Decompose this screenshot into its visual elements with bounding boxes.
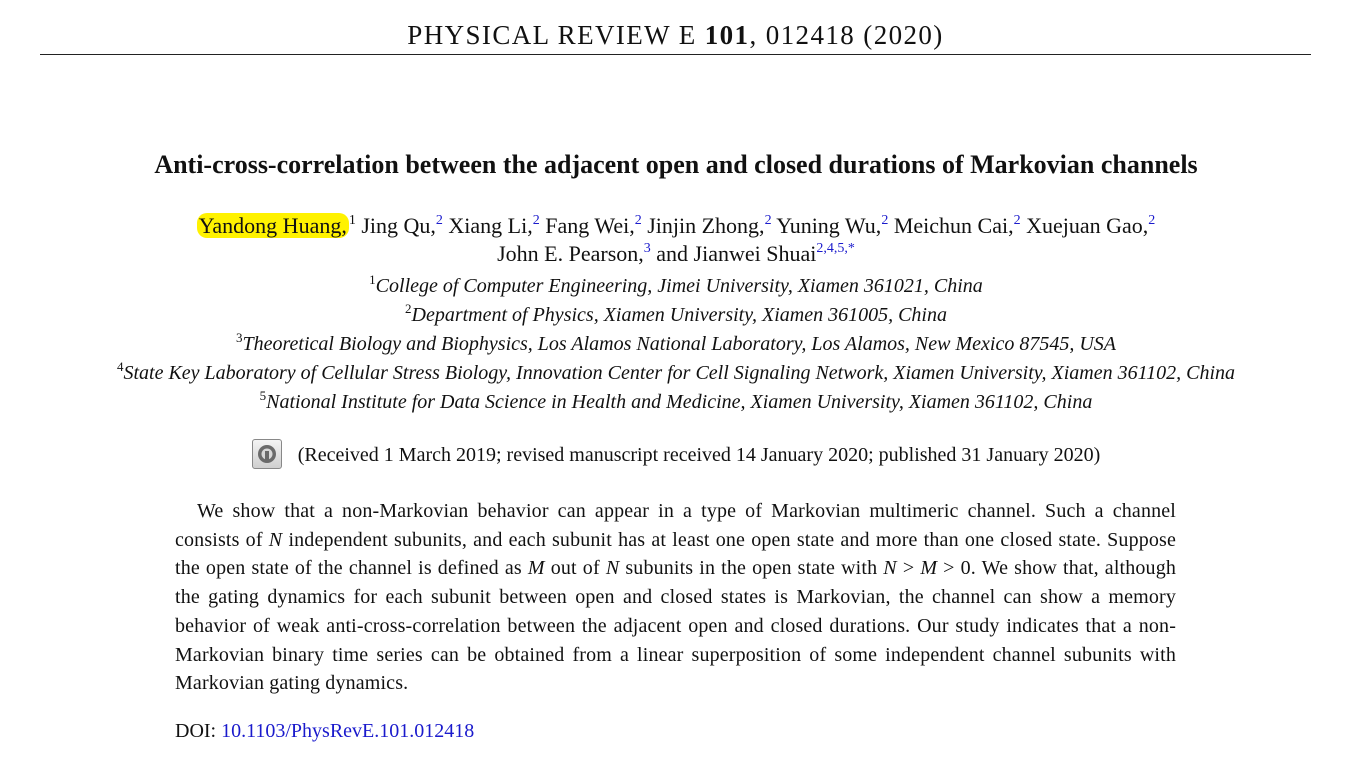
received-dates-row [0,439,1352,471]
author-name[interactable]: and Jianwei Shuai [656,241,817,266]
math-variable: N [605,557,620,580]
author-affil-link[interactable]: 2 [435,213,443,228]
journal-citation [407,20,943,50]
article-title: Anti-cross-correlation between the adjacent open and closed durations of Markovian channels [154,150,1198,179]
affiliation [0,330,1352,359]
journal-header [40,16,1311,55]
author-name[interactable]: Xuejuan Gao, [1026,213,1149,238]
author-affil-link[interactable]: 2,4,5,* [816,241,855,256]
affiliation-text: National Institute for Data Science in Health and Medicine, Xiamen University, Xiamen 361102, China [266,391,1093,413]
math-operator: > [896,557,921,580]
abstract-text: independent subunits, and each subunit has at least one open state and more than one closed state. Suppose the open state of the channel is defined as [175,528,1176,580]
journal-name: PHYSICAL REVIEW E [407,20,697,50]
affiliation [0,359,1352,388]
author-affil-link[interactable]: 2 [634,213,642,228]
author-affil-link[interactable]: 2 [1148,213,1156,228]
affiliation-list [0,272,1352,417]
math-variable: M [527,557,545,580]
affiliation [0,388,1352,417]
doi-label: DOI: [175,720,222,742]
math-variable: N [883,557,897,580]
abstract-text: subunits in the open state with [619,557,884,580]
author-name: Yandong Huang, [198,213,347,238]
received-dates: (Received 1 March 2019; revised manuscript received 14 January 2020; published 31 January 2020) [297,444,1101,466]
affiliation-text: State Key Laboratory of Cellular Stress Biology, Innovation Center for Cell Signaling Network, Xiamen University, Xiamen 361102, China [123,362,1236,384]
affiliation-text: Theoretical Biology and Biophysics, Los Alamos National Laboratory, Los Alamos, New Mexico 87545, USA [242,333,1116,355]
affiliation-number: 2 [405,301,412,316]
affiliation [0,301,1352,330]
affiliation-number: 4 [116,359,124,374]
author-name[interactable]: Yuning Wu, [776,213,882,238]
author-highlighted[interactable] [197,213,349,238]
abstract-text: > 0. We show that, although the gating dynamics for each subunit between open and closed states is Markovian, the channel can show a memory behavior of weak anti-cross-correlation between the adjacent open and closed durations. Our study indicates that a non-Markovian binary time series can be obtained from a linear superposition of some independent channel subunits with Markovian gating dynamics. [175,557,1176,695]
affiliation-text: College of Computer Engineering, Jimei University, Xiamen 361021, China [375,275,983,297]
author-affil-link[interactable]: 2 [764,213,772,228]
author-affil-link[interactable]: 2 [1013,213,1021,228]
author-name[interactable]: Jing Qu, [361,213,436,238]
author-affil-sup: 1 [348,213,356,228]
affiliation-number: 3 [235,330,243,345]
abstract-text: out of [544,557,606,580]
author-affil-link[interactable]: 2 [532,213,540,228]
journal-volume: 101 [704,20,750,50]
affiliation-number: 5 [259,388,267,403]
author-name[interactable]: John E. Pearson, [497,241,644,266]
doi-link[interactable]: 10.1103/PhysRevE.101.012418 [221,720,475,742]
doi-line [175,717,474,745]
math-variable: M [920,557,938,580]
check-for-updates-icon[interactable] [252,439,282,469]
author-affil-link[interactable]: 2 [881,213,889,228]
article-number: , 012418 (2020) [749,20,944,50]
affiliation-text: Department of Physics, Xiamen University, Xiamen 361005, China [411,304,947,326]
author-name[interactable]: Fang Wei, [545,213,635,238]
affiliation [0,272,1352,301]
abstract [175,497,1176,698]
affiliation-number: 1 [369,272,376,287]
author-name[interactable]: Xiang Li, [448,213,533,238]
math-variable: N [268,528,283,551]
author-list [0,212,1352,268]
author-name[interactable]: Jinjin Zhong, [647,213,765,238]
author-name[interactable]: Meichun Cai, [893,213,1014,238]
author-affil-link[interactable]: 3 [643,241,651,256]
abstract-text: We show that a non-Markovian behavior can appear in a type of Markovian multimeric channel. Such a channel consists of [175,500,1176,551]
